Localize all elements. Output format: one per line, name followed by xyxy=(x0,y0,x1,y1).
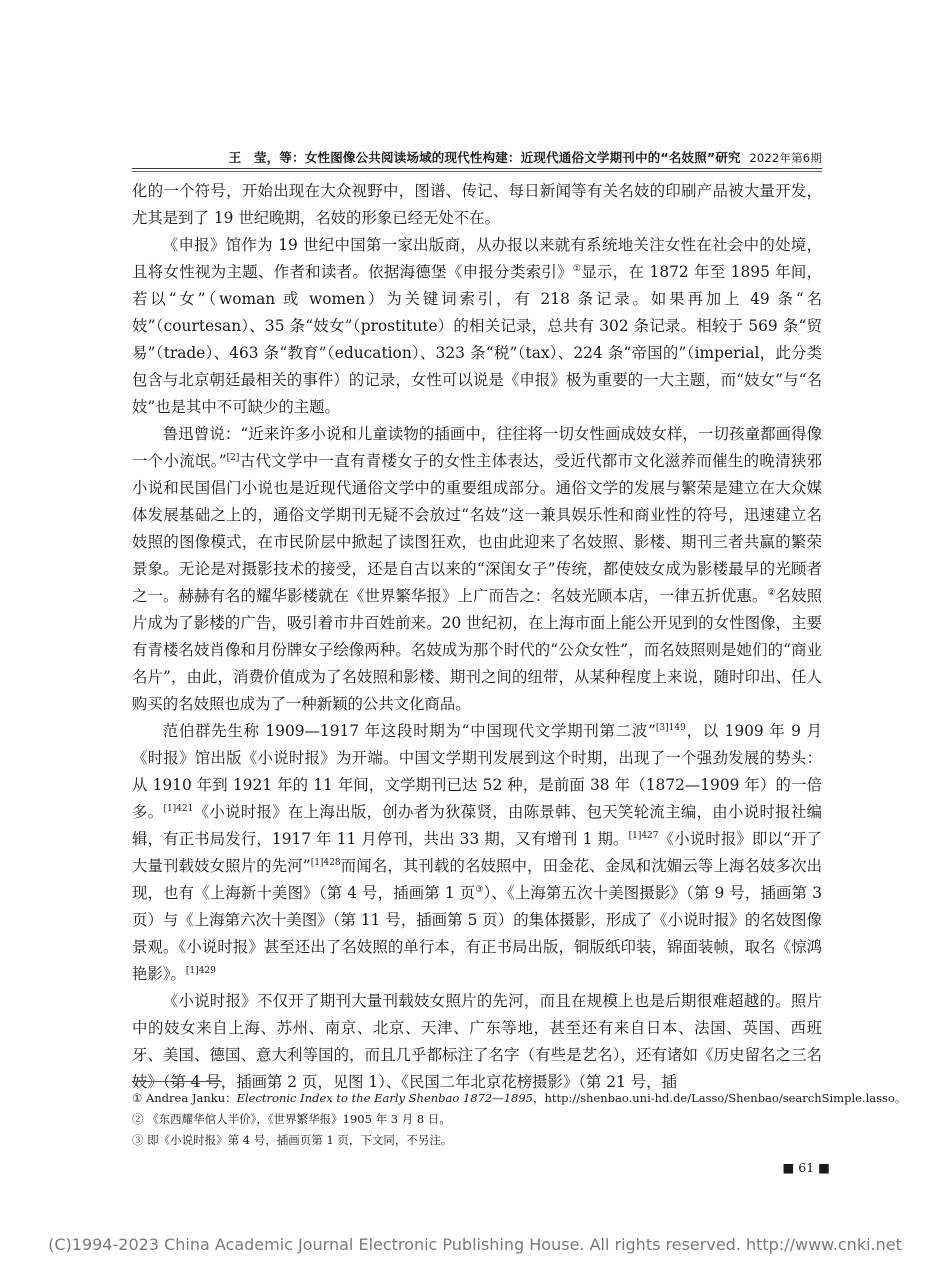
body-text xyxy=(132,178,822,1096)
paragraph-4 xyxy=(132,718,822,988)
citation-ref[interactable]: [1]429 xyxy=(185,966,216,976)
running-title: 王 莹，等：女性图像公共阅读场域的现代性构建：近现代通俗文学期刊中的“名妓照”研究 xyxy=(228,150,741,165)
paragraph-3-text-a: 鲁迅曾说：“近来许多小说和儿童读物的插画中，往往将一切女性画成妓女样，一切孩童都画得像一个小流氓。” xyxy=(132,425,822,470)
header-rule xyxy=(132,168,822,169)
footnote-author: Andrea Janku： xyxy=(145,1091,237,1105)
copyright-watermark: (C)1994-2023 China Academic Journal Electronic Publishing House. All rights reserved. http://www.cnki.net xyxy=(48,1235,902,1254)
footnote-mark: ① xyxy=(132,1091,143,1105)
paragraph-2 xyxy=(132,232,822,421)
footnote-mark: ② xyxy=(132,1112,144,1126)
footnote-2 xyxy=(132,1109,832,1130)
citation-ref[interactable]: [1]421 xyxy=(163,804,194,814)
footnote-marker-2[interactable]: ② xyxy=(767,588,776,598)
footnote-1 xyxy=(132,1088,907,1109)
footnote-text: 《东西耀华倌人半价》，《世界繁华报》1905 年 3 月 8 日。 xyxy=(147,1112,451,1126)
paragraph-4-text-f: ）、《上海第五次十美图摄影》（第 9 号，插画第 3 页）与《上海第六次十美图》（第 11 号，插画第 5 页）的集体摄影，形成了《小说时报》的名妓图像景观。《小说时报》甚至还出了名妓照的单行本，有正书局出版，铜版纸印装，锦面装帧，取名《惊鸿艳影》。 xyxy=(132,884,822,983)
citation-ref[interactable]: [2] xyxy=(226,453,240,463)
footnote-marker-3[interactable]: ③ xyxy=(475,885,484,895)
paragraph-1: 化的一个符号，开始出现在大众视野中，图谱、传记、每日新闻等有关名妓的印刷产品被大量开发，尤其是到了 19 世纪晚期，名妓的形象已经无处不在。 xyxy=(132,182,822,227)
running-head xyxy=(132,148,822,166)
footnote-title: Electronic Index to the Early Shenbao 1872—1895 xyxy=(236,1091,534,1105)
citation-ref[interactable]: [3]149 xyxy=(655,723,686,733)
paragraph-3-text-b: 古代文学中一直有青楼女子的女性主体表达，受近代都市文化滋养而催生的晚清狭邪小说和民国倡门小说也是近现代通俗文学中的重要组成部分。通俗文学的发展与繁荣是建立在大众媒体发展基础之上的，通俗文学期刊无疑不会放过“名妓”这一兼具娱乐性和商业性的符号，迅速建立名妓照的图像模式，在市民阶层中掀起了读图狂欢，也由此迎来了名妓照、影楼、期刊三者共赢的繁荣景象。无论是对摄影技术的接受，还是自古以来的“深闺女子”传统，都使妓女成为影楼最早的光顾者之一。赫赫有名的耀华影楼就在《世界繁华报》上广而告之：名妓光顾本店，一律五折优惠。 xyxy=(132,452,822,605)
paragraph-4-text-d: 《小说时报》即以“开了大量刊载妓女照片的先河” xyxy=(132,830,823,875)
citation-ref[interactable]: [1]427 xyxy=(628,831,659,841)
paragraph-4-text-c: 《小说时报》在上海出版，创办者为狄葆贤，由陈景韩、包天笑轮流主编，由小说时报社编辑，有正书局发行，1917 年 11 月停刊，共出 33 期，又有增刊 1 期。 xyxy=(132,803,822,848)
footnote-text: 即《小说时报》第 4 号，插画页第 1 页，下文同，不另注。 xyxy=(147,1133,453,1147)
paragraph-4-text-e: 而闻名，其刊载的名妓照中，田金花、金凤和沈媚云等上海名妓多次出现，也有《上海新十美图》（第 4 号，插画第 1 页 xyxy=(132,857,822,902)
header-rule-thin xyxy=(132,171,822,172)
footnotes xyxy=(132,1088,907,1151)
footnote-3 xyxy=(132,1130,832,1151)
footnote-url[interactable]: ，http://shenbao.uni-hd.de/Lasso/Shenbao/searchSimple.lasso。 xyxy=(533,1091,907,1105)
footnote-mark: ③ xyxy=(132,1133,144,1147)
footnote-marker-1[interactable]: ① xyxy=(572,264,582,274)
paragraph-4-text-a: 范伯群先生称 1909—1917 年这段时期为“中国现代文学期刊第二波” xyxy=(162,722,656,740)
footnote-rule xyxy=(132,1081,222,1082)
issue-label: 2022年第6期 xyxy=(749,151,822,165)
paragraph-3-text-c: 名妓照片成为了影楼的广告，吸引着市井百姓前来。20 世纪初，在上海市面上能公开见到的女性图像，主要有青楼名妓肖像和月份牌女子绘像两种。名妓成为那个时代的“公众女性”，而名妓照则是她们的“商业名片”，由此，消费价值成为了名妓照和影楼、期刊之间的纽带，从某种程度上来说，随时印出、任人购买的名妓照也成为了一种新颖的公共文化商品。 xyxy=(132,587,822,713)
paragraph-3 xyxy=(132,421,822,718)
paragraph-2-text-a: 《申报》馆作为 19 世纪中国第一家出版商，从办报以来就有系统地关注女性在社会中的处境，且将女性视为主题、作者和读者。依据海德堡《申报分类索引》 xyxy=(132,236,822,281)
citation-ref[interactable]: [1]428 xyxy=(310,858,341,868)
paragraph-2-text-b: 显示，在 1872 年至 1895 年间，若以“女”（woman 或 women）为关键词索引，有 218 条记录。如果再加上 49 条“名妓”（courtesan）、35 条“妓女”（prostitute）的相关记录，总共有 302 条记录。相较于 569 条“贸易”（trade）、463 条“教育”（education）、323 条“税”（tax）、224 条“帝国的”（imperial，此分类包含与北京朝廷最相关的事件）的记录，女性可以说是《申报》极为重要的一大主题，而“妓女”与“名妓”也是其中不可缺少的主题。 xyxy=(132,263,822,416)
paragraph-5: 《小说时报》不仅开了期刊大量刊载妓女照片的先河，而且在规模上也是后期很难超越的。照片中的妓女来自上海、苏州、南京、北京、天津、广东等地，甚至还有来自日本、法国、英国、西班牙、美国、德国、意大利等国的，而且几乎都标注了名字（有些是艺名），还有诸如《历史留名之三名妓》（第 4 号，插画第 2 页，见图 1）、《民国二年北京花榜摄影》（第 21 号，插 xyxy=(132,992,822,1091)
paragraph-4-text-b: ，以 1909 年 9 月《时报》馆出版《小说时报》为开端。中国文学期刊发展到这个时期，出现了一个强劲发展的势头：从 1910 年到 1921 年的 11 年间，文学期刊已达 52 种，是前面 38 年（1872—1909 年）的一倍多。 xyxy=(132,722,823,821)
page-number: ■ 61 ■ xyxy=(782,1160,830,1175)
